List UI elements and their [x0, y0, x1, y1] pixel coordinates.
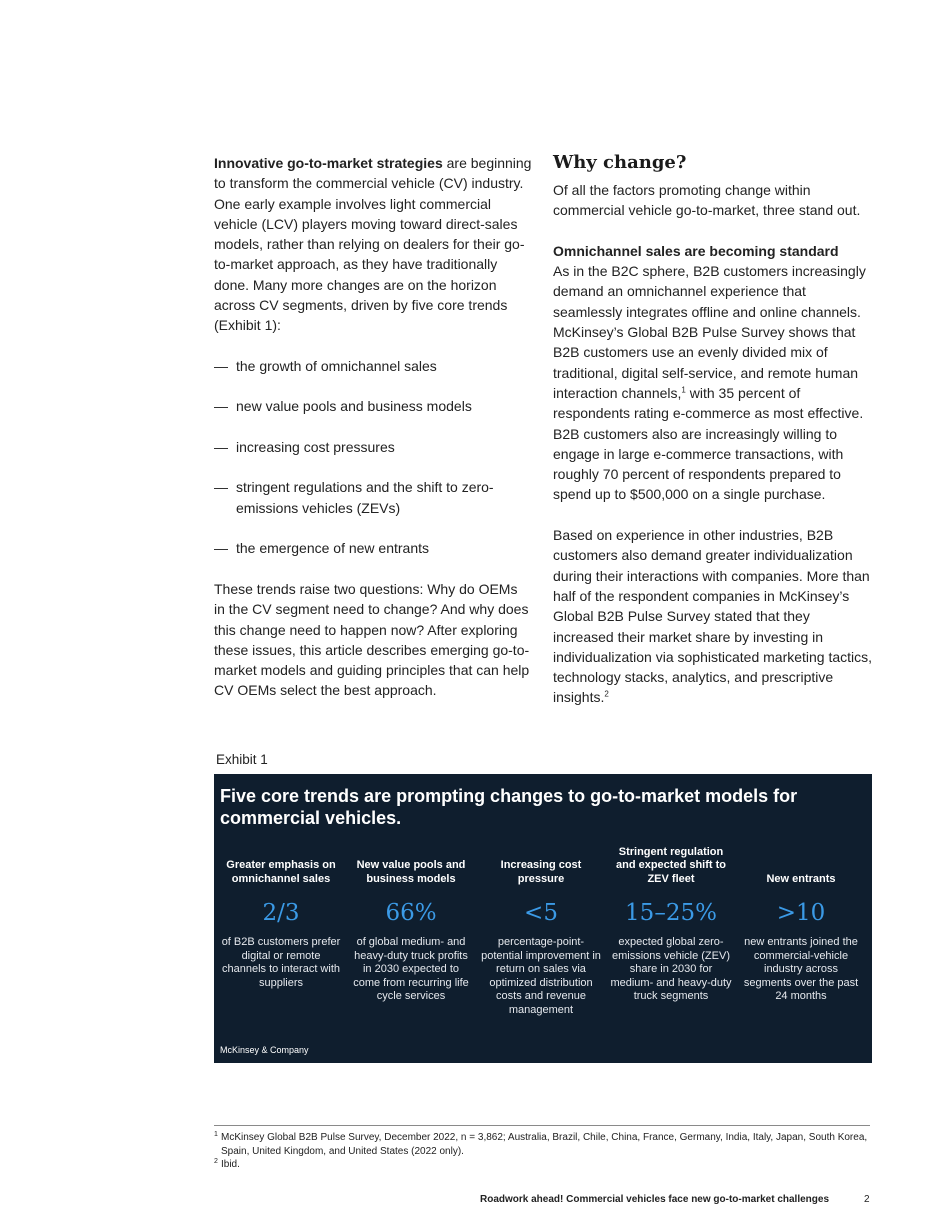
footnote: [214, 1131, 870, 1158]
intro-text: are beginning to transform the commercial vehicle (CV) industry. One early example involves light commercial vehicle (LCV) players moving toward direct-sales models, rather than relying on dealers for their go-to-market approach, as they have traditionally done. Many more changes are on the horizon across CV segments, driven by five core trends (Exhibit 1):: [214, 155, 532, 334]
running-footer-title: Roadwork ahead! Commercial vehicles face new go-to-market challenges: [480, 1194, 830, 1205]
dash-marker: —: [214, 479, 228, 496]
list-item-text: the growth of omnichannel sales: [236, 357, 437, 374]
footnotes: [214, 1131, 870, 1172]
dash-marker: —: [214, 398, 228, 415]
trend-stat: >10: [776, 900, 826, 926]
trend-card-new-entrants: [739, 840, 863, 1004]
list-item-text: stringent regulations and the shift to zero-emissions vehicles (ZEVs): [236, 479, 494, 516]
footnote-text: Ibid.: [221, 1159, 240, 1170]
trend-heading: New value pools and business models: [356, 859, 466, 885]
paragraph-text: with 35 percent of respondents rating e-commerce as most effective. B2B customers also are increasingly willing to engage in large e-commerce transactions, with roughly 70 percent of respondents prepared to spend up to $500,000 on a single purchase.: [553, 384, 864, 503]
list-item: [214, 477, 532, 518]
exhibit-title: Five core trends are prompting changes to go-to-market models for commercial vehicles.: [220, 786, 798, 828]
list-item: [214, 396, 532, 416]
trend-card-cost-pressure: [479, 840, 603, 1018]
footnote-divider: [214, 1125, 870, 1126]
trend-description: of B2B customers prefer digital or remote channels to interact with suppliers: [221, 936, 341, 989]
list-item: [214, 538, 532, 558]
trend-card-value-pools: [349, 840, 473, 1004]
footnote-number: 1: [214, 1131, 218, 1138]
paragraph-text: As in the B2C sphere, B2B customers increasingly demand an omnichannel experience that seamlessly integrates offline and online channels. McKinsey’s Global B2B Pulse Survey shows that B2B customers use an evenly divided mix of traditional, digital self-service, and remote human interaction channels,: [553, 263, 866, 401]
trend-stat: 66%: [385, 900, 437, 926]
exhibit-label: Exhibit 1: [216, 752, 268, 767]
intro-bold-lead: Innovative go-to-market strategies: [214, 155, 443, 171]
trend-description: percentage-point-potential improvement in return on sales via optimized distribution costs and revenue management: [481, 936, 601, 1016]
trend-heading: Greater emphasis on omnichannel sales: [226, 859, 336, 885]
left-column: [214, 153, 532, 701]
trend-description: new entrants joined the commercial-vehicle industry across segments over the past 24 months: [743, 936, 859, 1003]
footnote: [214, 1158, 870, 1172]
individualization-paragraph: [553, 525, 873, 708]
omnichannel-paragraph: [553, 261, 873, 505]
trend-heading: New entrants: [766, 872, 836, 885]
exhibit-panel: [214, 774, 872, 1063]
list-item-text: new value pools and business models: [236, 398, 472, 415]
closing-paragraph: These trends raise two questions: Why do OEMs in the CV segment need to change? And why does this change need to happen now? After exploring these issues, this article describes emerging go-to-market models and guiding principles that can help CV OEMs select the best approach.: [214, 580, 530, 699]
trend-stat: 2/3: [262, 900, 300, 926]
footnote-number: 2: [214, 1158, 218, 1165]
exhibit-source: McKinsey & Company: [220, 1045, 309, 1055]
page-number: 2: [864, 1194, 870, 1205]
dash-marker: —: [214, 438, 228, 455]
list-item-text: increasing cost pressures: [236, 438, 395, 455]
section-heading: Why change?: [553, 152, 687, 173]
trend-heading: Stringent regulation and expected shift to ZEV fleet: [615, 845, 727, 885]
dash-marker: —: [214, 540, 228, 557]
list-item: [214, 356, 532, 376]
intro-paragraph: [214, 153, 532, 336]
list-item-text: the emergence of new entrants: [236, 540, 430, 557]
list-item: [214, 437, 532, 457]
footnote-ref[interactable]: 1: [681, 385, 686, 395]
right-column: [553, 153, 873, 708]
trend-stat: <5: [524, 900, 558, 926]
trend-description: expected global zero-emissions vehicle (ZEV) share in 2030 for medium- and heavy-duty truck segments: [610, 936, 732, 1003]
trend-stat: 15–25%: [625, 900, 717, 926]
footnote-text: McKinsey Global B2B Pulse Survey, December 2022, n = 3,862; Australia, Brazil, Chile, China, France, Germany, India, Italy, Japan, South Korea, Spain, United Kingdom, and United States (2022 only).: [221, 1132, 868, 1157]
dash-marker: —: [214, 357, 228, 374]
trend-card-omnichannel: [219, 840, 343, 990]
trends-list: [214, 356, 532, 559]
trend-description: of global medium- and heavy-duty truck profits in 2030 expected to come from recurring life cycle services: [353, 936, 469, 1003]
paragraph-text: Based on experience in other industries, B2B customers also demand greater individualization during their interactions with companies. More than half of the respondent companies in McKinsey’s Global B2B Pulse Survey stated that they increased their market share by investing in individualization via sophisticated marketing tactics, technology stacks, analytics, and prescriptive insights.: [553, 527, 873, 706]
trend-heading: Increasing cost pressure: [500, 859, 582, 885]
trend-card-regulation: [609, 840, 733, 1004]
footnote-ref[interactable]: 2: [604, 689, 609, 699]
subheading: Omnichannel sales are becoming standard: [553, 242, 839, 259]
section-intro: Of all the factors promoting change within commercial vehicle go-to-market, three stand out.: [553, 182, 861, 219]
